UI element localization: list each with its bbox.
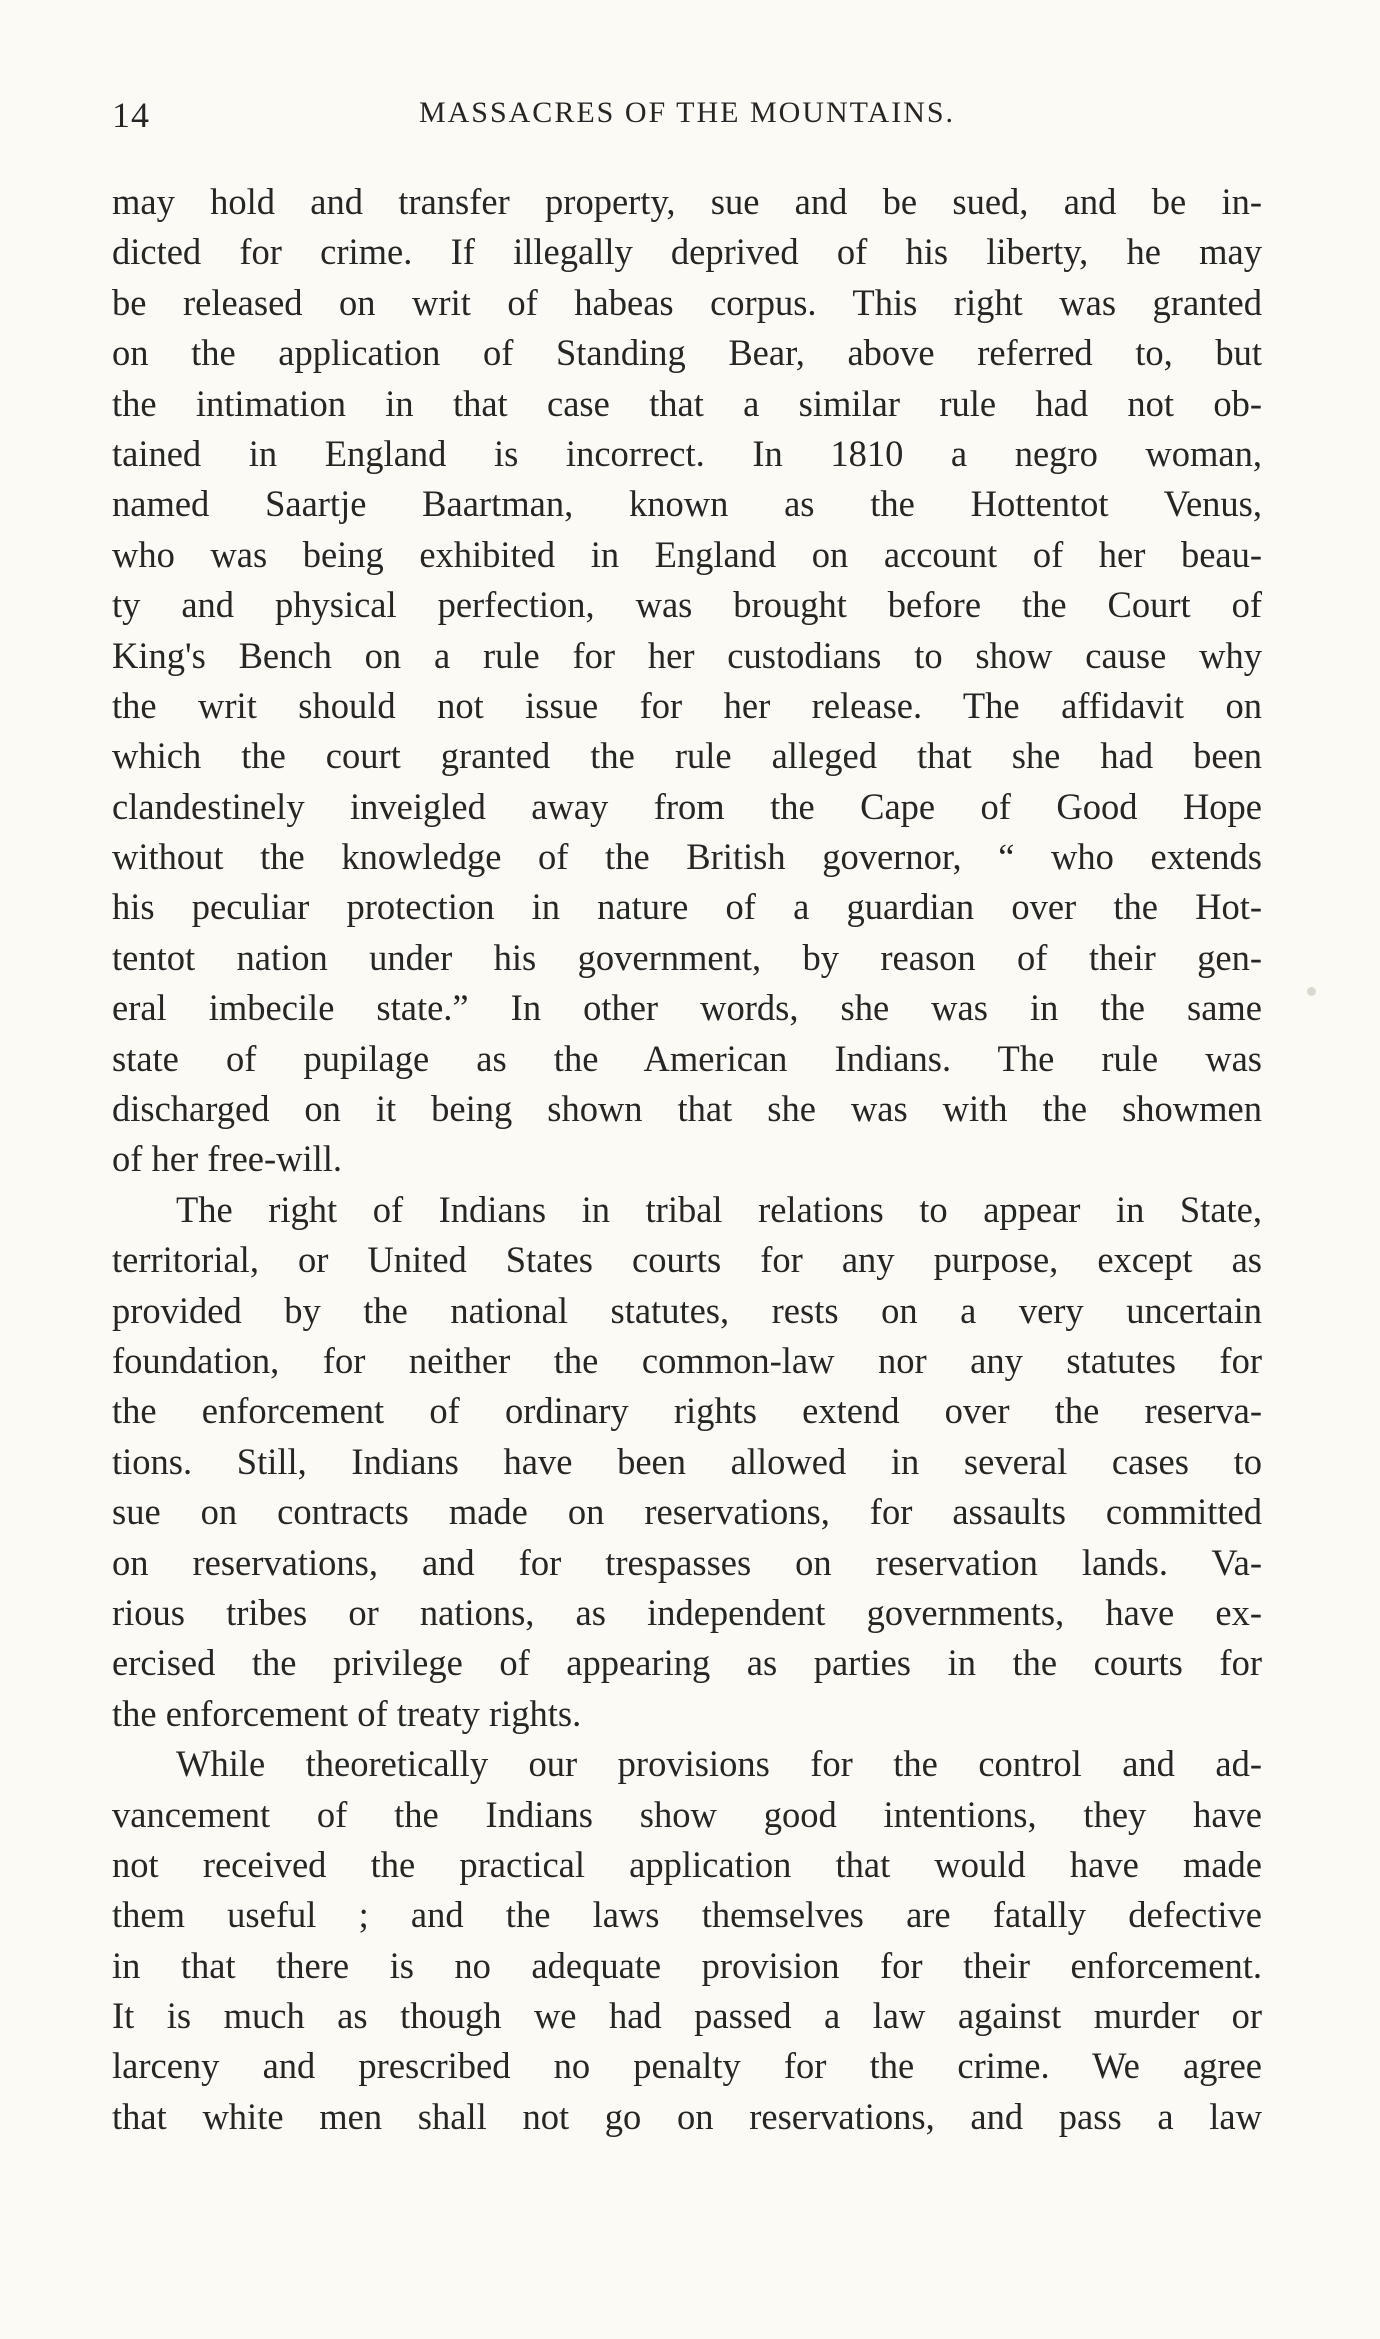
text-line: state of pupilage as the American Indians. The rule was <box>112 1037 1262 1079</box>
body-text <box>112 177 1262 2142</box>
text-line: dicted for crime. If illegally deprived of his liberty, he may <box>112 231 1262 273</box>
text-line: be released on writ of habeas corpus. This right was granted <box>112 281 1262 323</box>
running-head: MASSACRES OF THE MOUNTAINS. <box>418 96 956 129</box>
text-line: in that there is no adequate provision for their enforcement. <box>112 1944 1262 1986</box>
text-line: the enforcement of ordinary rights extend over the reserva- <box>112 1390 1262 1432</box>
text-line: the enforcement of treaty rights. <box>112 1692 582 1734</box>
text-line: ty and physical perfection, was brought before the Court of <box>112 584 1262 626</box>
text-line: ercised the privilege of appearing as parties in the courts for <box>112 1642 1262 1684</box>
text-line: rious tribes or nations, as independent governments, have ex- <box>112 1591 1262 1633</box>
text-line: While theoretically our provisions for the control and ad- <box>176 1743 1262 1785</box>
text-line: tions. Still, Indians have been allowed in several cases to <box>112 1440 1262 1482</box>
text-line: eral imbecile state.” In other words, she was in the same <box>112 987 1262 1029</box>
text-line: that white men shall not go on reservations, and pass a law <box>112 2095 1262 2137</box>
text-line: which the court granted the rule alleged that she had been <box>112 735 1262 777</box>
text-line: on the application of Standing Bear, above referred to, but <box>112 332 1262 374</box>
text-line: foundation, for neither the common-law nor any statutes for <box>112 1339 1262 1381</box>
text-line: his peculiar protection in nature of a guardian over the Hot- <box>112 886 1262 928</box>
text-line: named Saartje Baartman, known as the Hottentot Venus, <box>112 483 1262 525</box>
text-line: who was being exhibited in England on account of her beau- <box>112 533 1262 575</box>
text-line: tentot nation under his government, by reason of their gen- <box>112 936 1262 978</box>
text-line: tained in England is incorrect. In 1810 a negro woman, <box>112 432 1262 474</box>
text-line: them useful ; and the laws themselves are fatally defective <box>112 1894 1262 1936</box>
text-line: provided by the national statutes, rests on a very uncertain <box>112 1289 1262 1331</box>
text-line: territorial, or United States courts for any purpose, except as <box>112 1239 1262 1281</box>
text-line: sue on contracts made on reservations, for assaults committed <box>112 1491 1262 1533</box>
page-number: 14 <box>112 95 150 135</box>
text-line: larceny and prescribed no penalty for the crime. We agree <box>112 2045 1262 2087</box>
text-line: King's Bench on a rule for her custodians to show cause why <box>112 634 1262 676</box>
text-line: clandestinely inveigled away from the Cape of Good Hope <box>112 785 1262 827</box>
text-line: of her free-will. <box>112 1138 343 1180</box>
text-line: the writ should not issue for her release. The affidavit on <box>112 684 1262 726</box>
text-line: the intimation in that case that a similar rule had not ob- <box>112 382 1262 424</box>
text-line: may hold and transfer property, sue and be sued, and be in- <box>112 181 1262 222</box>
page-header <box>112 94 1262 144</box>
text-line: without the knowledge of the British governor, “ who extends <box>112 836 1262 878</box>
text-line: vancement of the Indians show good intentions, they have <box>112 1793 1262 1835</box>
text-line: The right of Indians in tribal relations to appear in State, <box>176 1188 1262 1230</box>
text-line: It is much as though we had passed a law against murder or <box>112 1995 1262 2037</box>
text-line: discharged on it being shown that she was with the showmen <box>112 1088 1262 1130</box>
text-line: on reservations, and for trespasses on reservation lands. Va- <box>112 1541 1262 1583</box>
paper-speck <box>1307 987 1316 996</box>
text-line: not received the practical application that would have made <box>112 1843 1262 1885</box>
